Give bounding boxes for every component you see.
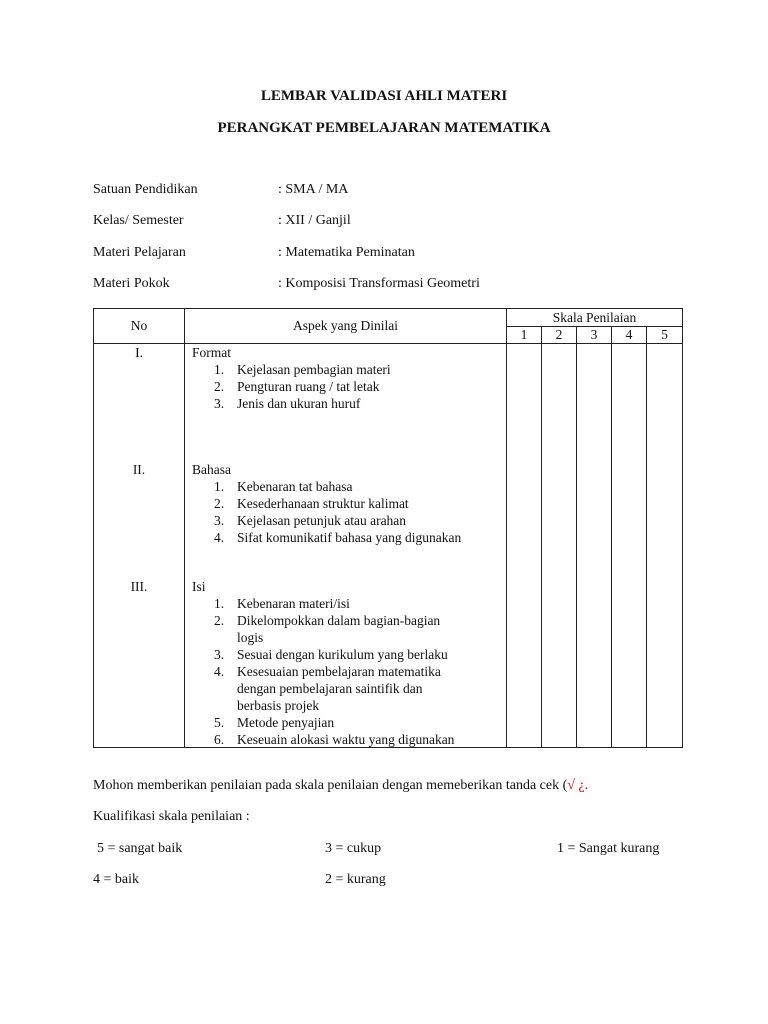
score-cell-2[interactable] [542,344,577,748]
section-number: II. [132,462,146,477]
list-item: 4. Kesesuaian pembelajaran matematika dengan pembelajaran saintifik dan berbasis projek [214,664,441,713]
list-item: 1. Kebenaran tat bahasa [214,479,353,494]
check-mark: √ ¿. [567,778,589,793]
list-item: 1. Kejelasan pembagian materi [214,362,391,377]
section-name: Bahasa [192,462,231,477]
section-format [192,344,391,412]
list-item: 2. Dikelompokkan dalam bagian-bagian logis [214,613,441,645]
document-subtitle: PERANGKAT PEMBELAJARAN MATEMATIKA [217,120,551,136]
info-value: : Komposisi Transformasi Geometri [278,276,480,291]
score-cell-4[interactable] [612,344,647,748]
score-cell-5[interactable] [647,344,683,748]
section-name: Isi [192,579,206,594]
info-value: : XII / Ganjil [278,213,351,228]
info-label: Materi Pokok [93,276,170,291]
list-item: 3. Kejelasan petunjuk atau arahan [214,513,407,528]
score-cell-1[interactable] [507,344,542,748]
scale-legend-3: 3 = cukup [325,841,382,856]
list-item: 1. Kebenaran materi/isi [214,596,350,611]
column-header-aspek: Aspek yang Dinilai [185,309,507,344]
qualification-label: Kualifikasi skala penilaian : [93,809,250,824]
section-number: III. [130,579,148,594]
instruction-body: Mohon memberikan penilaian pada skala penilaian dengan memeberikan tanda cek ( [93,778,568,793]
scale-legend-2: 2 = kurang [325,872,386,887]
instruction-text [93,778,588,794]
section-number-cell [94,344,185,748]
validation-table [93,308,683,748]
info-label: Kelas/ Semester [93,213,184,228]
scale-header-5: 5 [647,327,683,344]
document-title: LEMBAR VALIDASI AHLI MATERI [260,88,508,104]
section-bahasa [192,461,461,546]
info-label: Materi Pelajaran [93,245,186,260]
column-header-skala: Skala Penilaian [507,309,683,327]
scale-header-3: 3 [577,327,612,344]
score-cell-3[interactable] [577,344,612,748]
scale-header-1: 1 [507,327,542,344]
list-item: 6. Keseuain alokasi waktu yang digunakan [214,732,455,747]
section-number: I. [135,345,143,360]
list-item: 2. Kesederhanaan struktur kalimat [214,496,409,511]
scale-header-2: 2 [542,327,577,344]
info-value: : SMA / MA [278,182,349,197]
section-name: Format [192,345,231,360]
aspect-cell [185,344,507,748]
scale-legend-4: 4 = baik [93,872,139,887]
info-label: Satuan Pendidikan [93,182,198,197]
scale-header-4: 4 [612,327,647,344]
column-header-no: No [94,309,185,344]
list-item: 3. Jenis dan ukuran huruf [214,396,361,411]
list-item: 3. Sesuai dengan kurikulum yang berlaku [214,647,448,662]
list-item: 4. Sifat komunikatif bahasa yang digunakan [214,530,462,545]
list-item: 5. Metode penyajian [214,715,335,730]
info-value: : Matematika Peminatan [278,245,415,260]
list-item: 2. Pengturan ruang / tat letak [214,379,380,394]
scale-legend-1: 1 = Sangat kurang [557,841,660,856]
scale-legend-5: 5 = sangat baik [97,841,183,856]
section-isi [192,578,454,748]
